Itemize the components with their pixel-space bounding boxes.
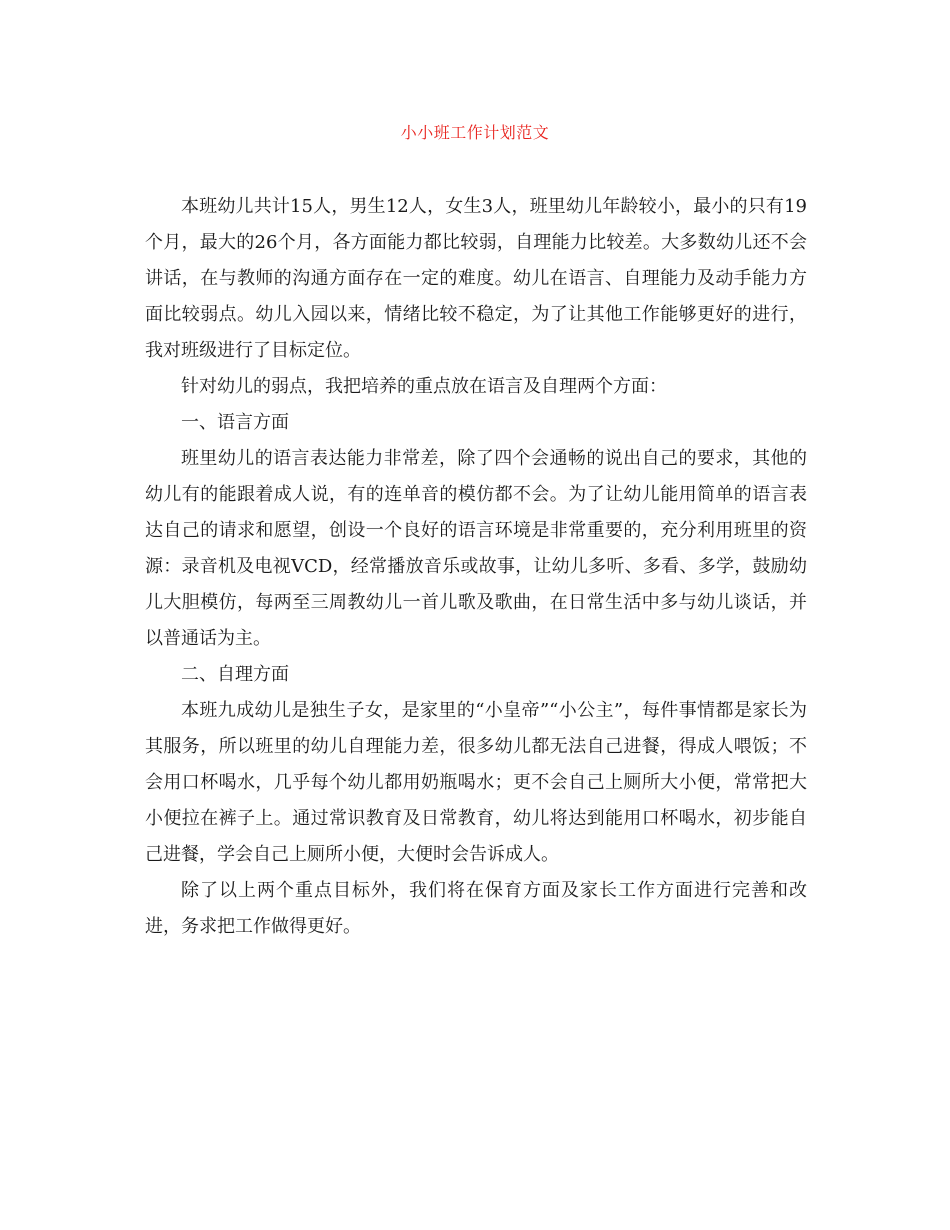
paragraph-focus: 针对幼儿的弱点，我把培养的重点放在语言及自理两个方面： — [181, 376, 667, 397]
paragraph-self-care: 本班九成幼儿是独生子女，是家里的“小皇帝”“小公主”，每件事情都是家长为其服务，所以班里的幼儿自理能力差，很多幼儿都无法自己进餐，得成人喂饭；不会用口杯喝水，几乎每个幼儿都用奶瓶喝水；更不会自己上厕所大小便，常常把大小便拉在裤子上。通过常识教育及日常教育，幼儿将达到能用口杯喝水，初步能自己进餐，学会自己上厕所小便，大便时会告诉成人。 — [145, 700, 807, 865]
document-body — [145, 189, 807, 945]
section-heading-self-care: 二、自理方面 — [181, 664, 289, 685]
paragraph-language: 班里幼儿的语言表达能力非常差，除了四个会通畅的说出自己的要求，其他的幼儿有的能跟着成人说，有的连单音的模仿都不会。为了让幼儿能用简单的语言表达自己的请求和愿望，创设一个良好的语言环境是非常重要的，充分利用班里的资源：录音机及电视VCD，经常播放音乐或故事，让幼儿多听、多看、多学，鼓励幼儿大胆模仿，每两至三周教幼儿一首儿歌及歌曲，在日常生活中多与幼儿谈话，并以普通话为主。 — [145, 448, 807, 649]
paragraph-intro: 本班幼儿共计15人，男生12人，女生3人，班里幼儿年龄较小，最小的只有19个月，最大的26个月，各方面能力都比较弱，自理能力比较差。大多数幼儿还不会讲话，在与教师的沟通方面存在一定的难度。幼儿在语言、自理能力及动手能力方面比较弱点。幼儿入园以来，情绪比较不稳定，为了让其他工作能够更好的进行，我对班级进行了目标定位。 — [145, 196, 807, 361]
paragraph-conclusion: 除了以上两个重点目标外，我们将在保育方面及家长工作方面进行完善和改进，务求把工作做得更好。 — [145, 880, 807, 937]
section-heading-language: 一、语言方面 — [181, 412, 289, 433]
document-title: 小小班工作计划范文 — [400, 123, 550, 142]
